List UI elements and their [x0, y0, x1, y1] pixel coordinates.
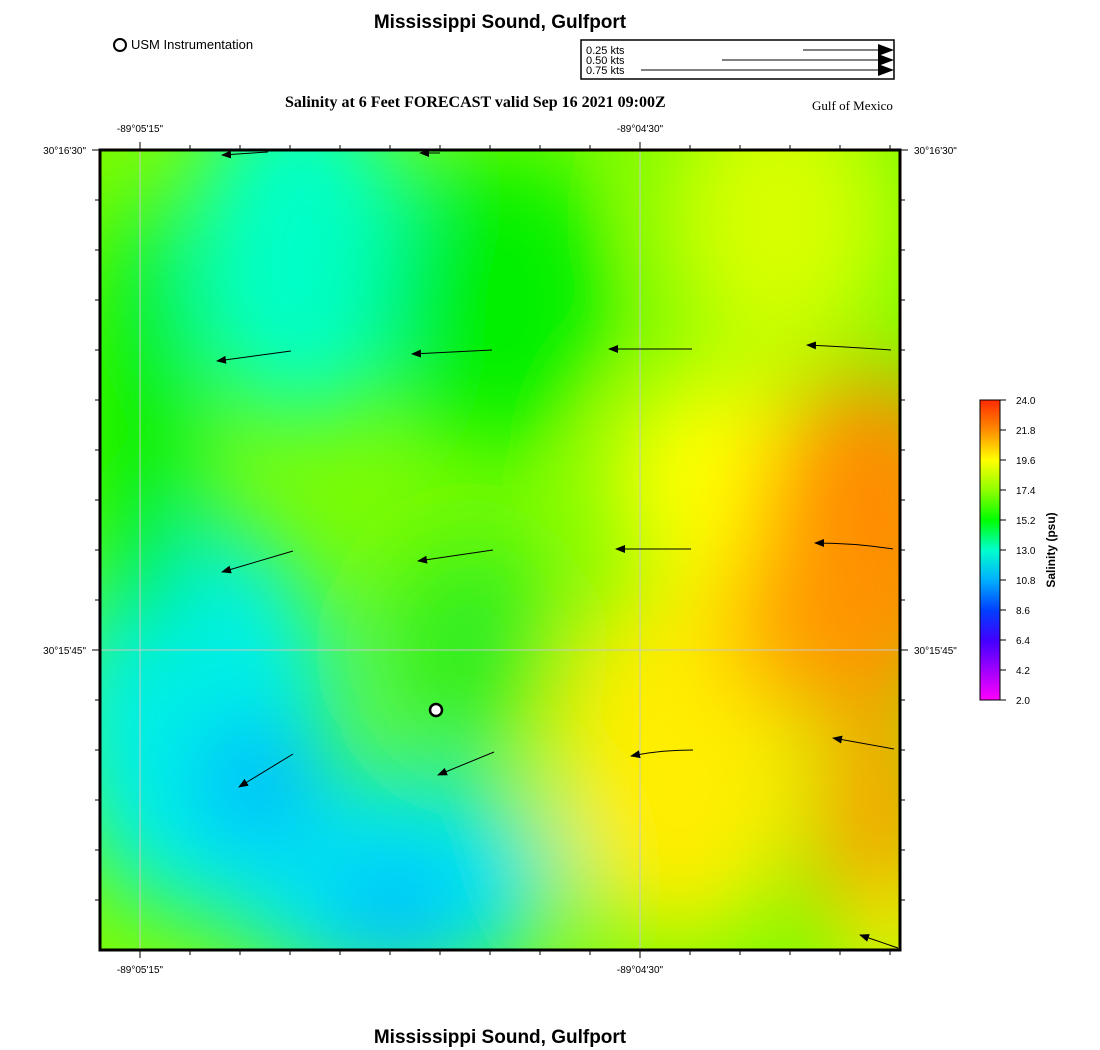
lat-label-right-2: 30°15'45": [914, 646, 957, 657]
speed-legend-label-1: 0.25 kts: [586, 45, 625, 57]
colorbar-tick-label: 13.0: [1016, 546, 1036, 557]
map-title: Mississippi Sound, Gulfport: [373, 12, 627, 33]
colorbar-tick-label: 15.2: [1016, 516, 1036, 527]
lon-label-top-1: -89°05'15": [116, 124, 164, 135]
colorbar-tick-label: 21.8: [1016, 426, 1036, 437]
salinity-field: [60, 80, 980, 990]
lat-label-right-1: 30°16'30": [914, 146, 957, 157]
colorbar-label: Salinity (psu): [1044, 512, 1058, 588]
lon-label-top-2: -89°04'30": [616, 124, 664, 135]
speed-legend: [581, 40, 894, 79]
colorbar-tick-label: 24.0: [1016, 396, 1036, 407]
region-label: Gulf of Mexico: [812, 98, 893, 113]
lon-label-bottom-2: -89°04'30": [616, 965, 664, 976]
colorbar-tick-label: 4.2: [1016, 666, 1030, 677]
colorbar-tick-label: 19.6: [1016, 456, 1036, 467]
colorbar-tick-label: 10.8: [1016, 576, 1036, 587]
station-marker[interactable]: [430, 704, 442, 716]
lat-label-left-2: 30°15'45": [43, 646, 86, 657]
colorbar-tick-label: 17.4: [1016, 486, 1036, 497]
speed-legend-label-2: 0.50 kts: [586, 55, 625, 67]
forecast-subtitle: Salinity at 6 Feet FORECAST valid Sep 16 2021 09:00Z: [285, 94, 666, 111]
colorbar-tick-label: 2.0: [1016, 696, 1030, 707]
speed-legend-label-3: 0.75 kts: [586, 65, 625, 77]
station-legend-label: USM Instrumentation: [131, 37, 254, 52]
colorbar-tick-label: 6.4: [1016, 636, 1030, 647]
footer-title: Mississippi Sound, Gulfport: [373, 1027, 627, 1048]
lat-label-left-1: 30°16'30": [43, 146, 86, 157]
lon-label-bottom-1: -89°05'15": [116, 965, 164, 976]
colorbar-tick-label: 8.6: [1016, 606, 1030, 617]
colorbar: [980, 396, 1058, 707]
colorbar-gradient: [980, 400, 1000, 700]
